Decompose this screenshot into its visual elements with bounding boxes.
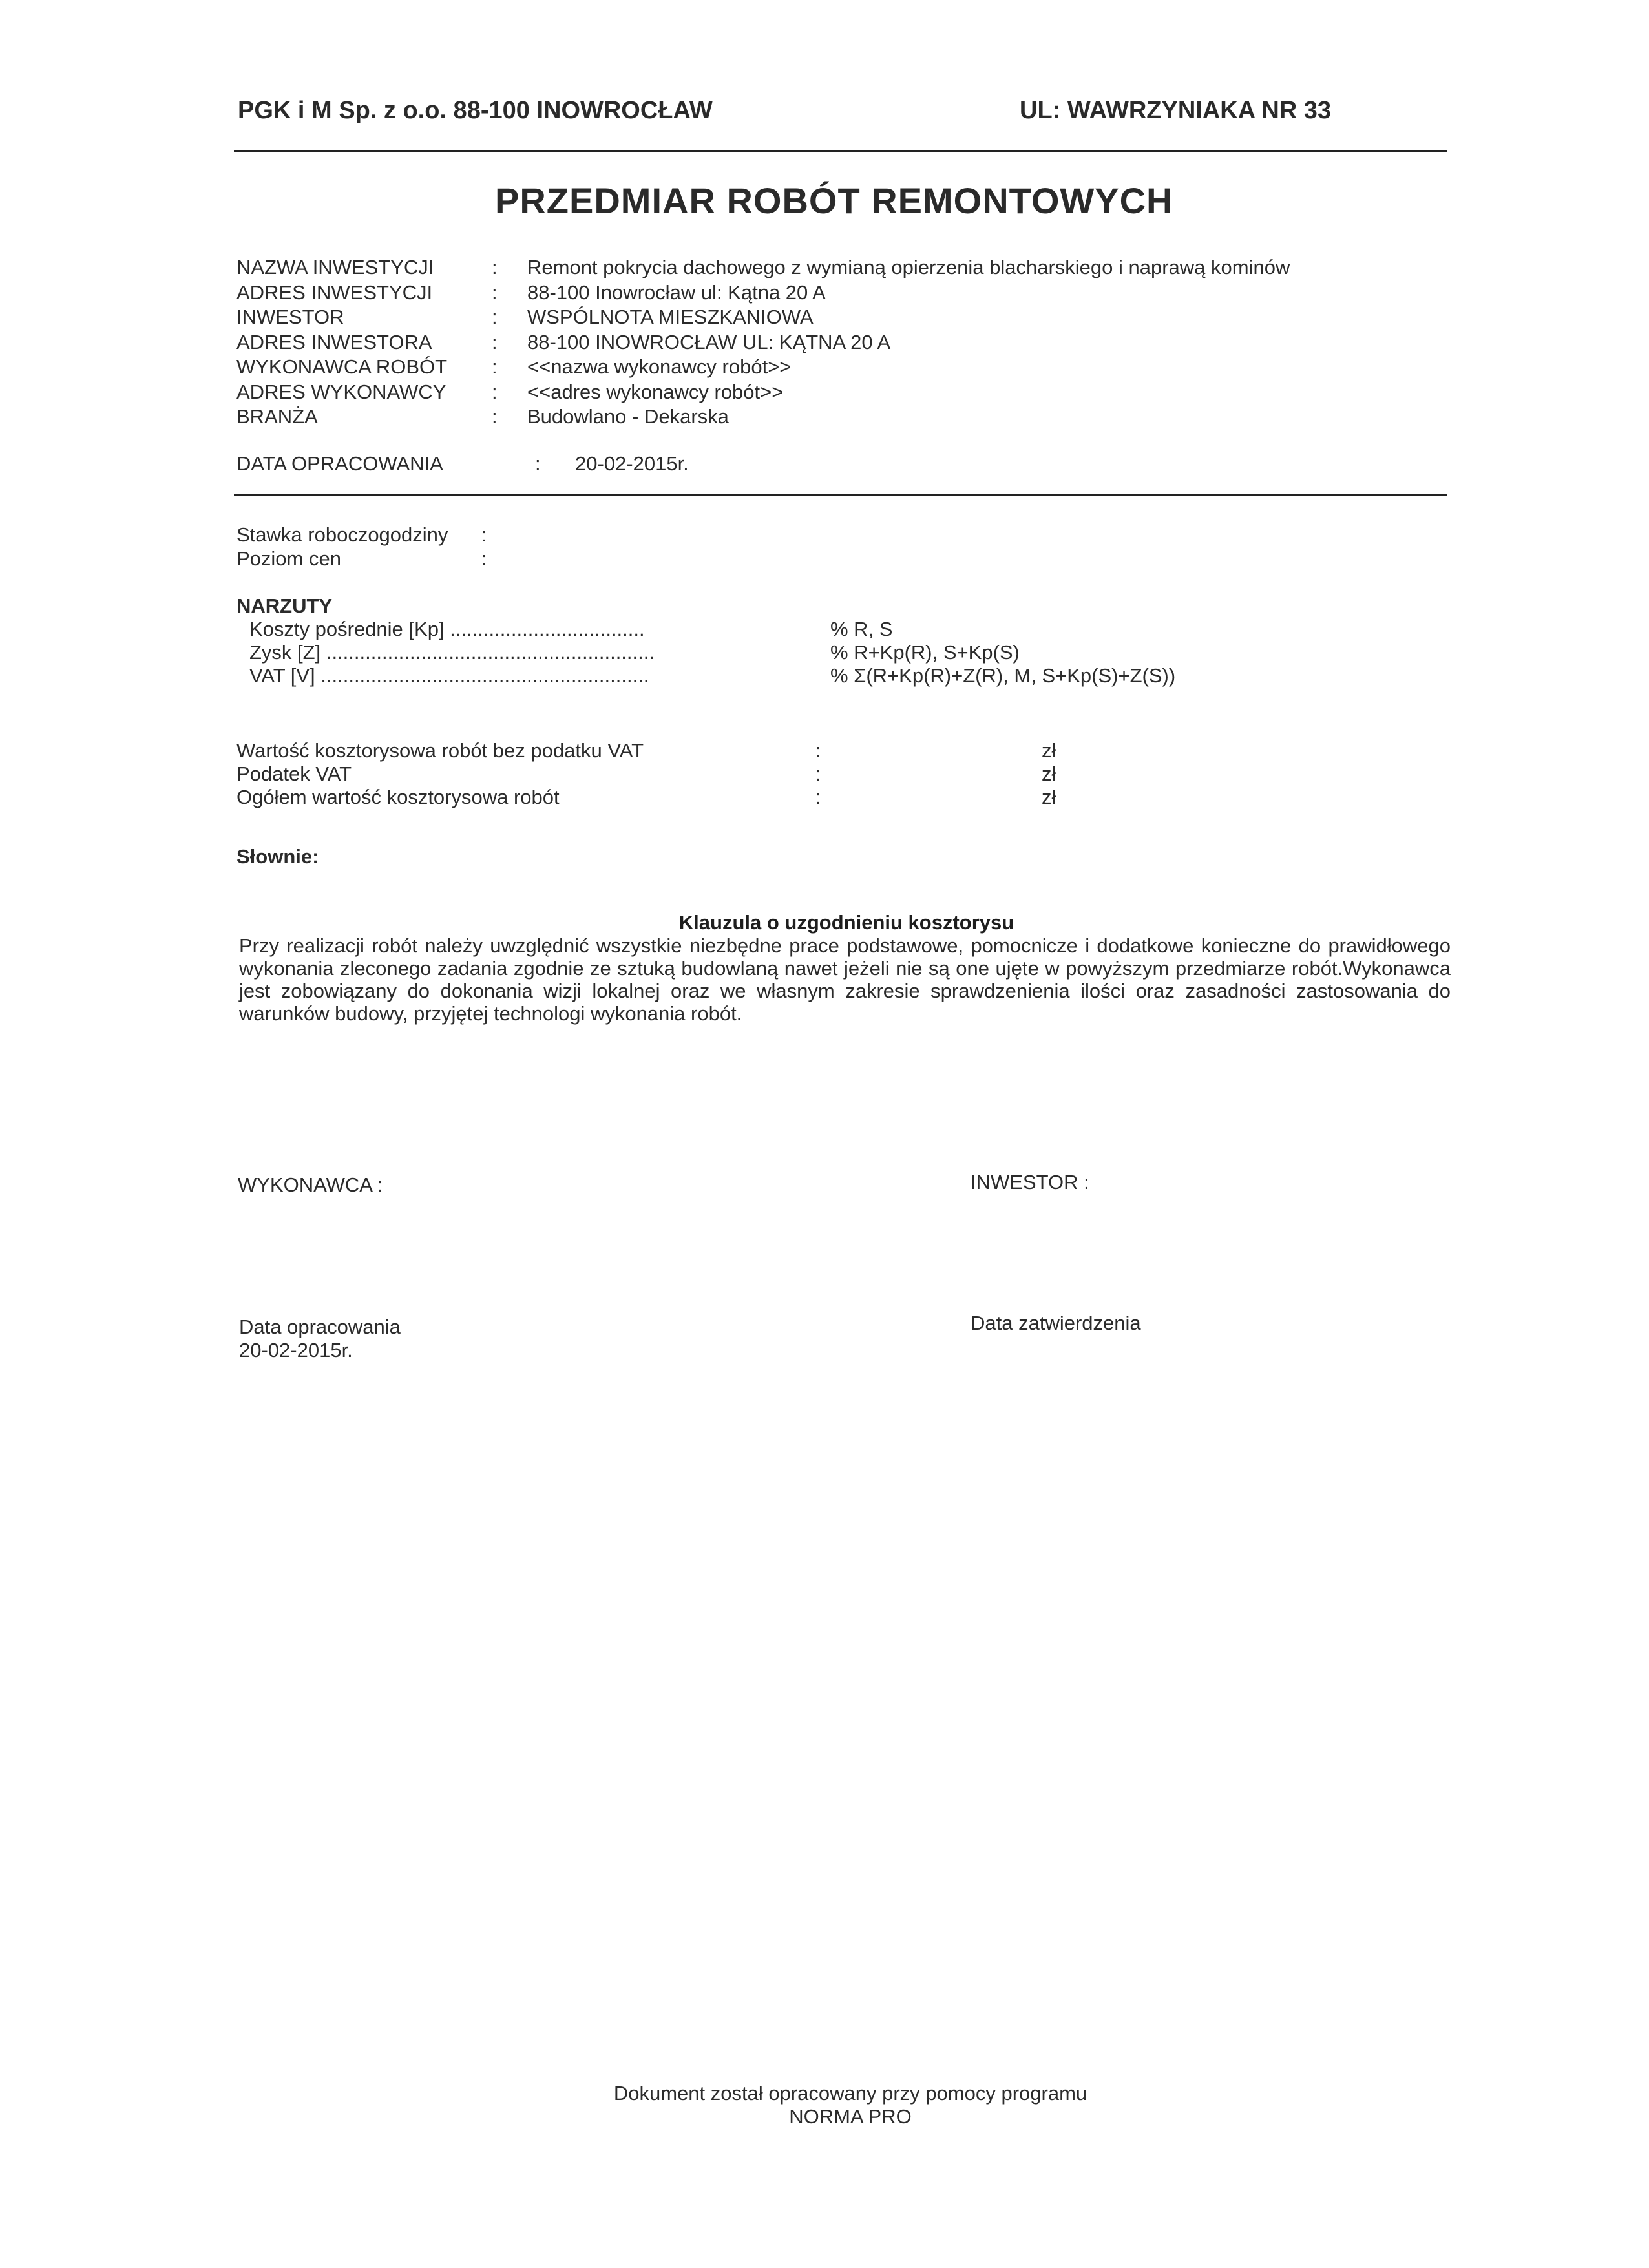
clause-title: Klauzula o uzgodnieniu kosztorysu [678,911,1014,934]
value-unit: zł [1042,762,1056,785]
info-label: WYKONAWCA ROBÓT [236,355,448,378]
value-label: Ogółem wartość kosztorysowa robót [236,786,560,808]
inwestor-label: INWESTOR : [971,1171,1089,1193]
info-value: 88-100 Inowrocław ul: Kątna 20 A [527,280,826,304]
clause-text [239,934,1451,1025]
info-row: NAZWA INWESTYCJI : Remont pokrycia dachowego z wymianą opierzenia blacharskiego i naprawą kominów [236,255,1290,280]
value-unit: zł [1042,739,1056,762]
date-prepared-label: Data opracowania [239,1316,401,1338]
price-level-label: Poziom cen [236,547,341,570]
wykonawca-label: WYKONAWCA : [238,1173,383,1196]
page-title: PRZEDMIAR ROBÓT REMONTOWYCH [495,180,1173,221]
narzut-formula: % R+Kp(R), S+Kp(S) [830,641,1020,664]
company-name: PGK i M Sp. z o.o. 88-100 INOWROCŁAW [238,97,713,124]
footer-line: NORMA PRO [789,2105,912,2128]
info-row: ADRES WYKONAWCY : <<adres wykonawcy robót>> [236,380,1290,405]
info-row: ADRES INWESTORA : 88-100 INOWROCŁAW UL: KĄTNA 20 A [236,330,1290,355]
info-value: WSPÓLNOTA MIESZKANIOWA [527,306,814,328]
narzut-row: Zysk [Z] ........................................................... [249,641,655,664]
rate-label: Stawka roboczogodziny [236,523,448,546]
narzuty-labels [249,618,655,688]
info-value: Remont pokrycia dachowego z wymianą opierzenia blacharskiego i naprawą kominów [527,256,1290,278]
investment-info [236,255,1290,430]
info-row: BRANŻA : Budowlano - Dekarska [236,404,1290,430]
value-labels [236,739,644,809]
narzut-formula: % Σ(R+Kp(R)+Z(R), M, S+Kp(S)+Z(S)) [830,664,1176,687]
info-label: BRANŻA [236,405,318,428]
narzut-label: VAT [V] [249,664,315,687]
clause-paragraph: Przy realizacji robót należy uwzględnić wszystkie niezbędne prace podstawowe, pomocnicze i dodatkowe konieczne do prawidłowego wykonania zleconego zadania zgodnie ze sztuką budowlaną nawet jeżeli nie są one ujęte w powyższym przedmiarze robót.Wykonawca jest zobowiązany do dokonania wizji lokalnej oraz we własnym zakresie sprawdzenienia ilości oraz zasadności zastosowania do warunków budowy, przyjętej technologi wykonania robót. [239,934,1451,1025]
narzut-row: VAT [V] ........................................................... [249,664,649,687]
info-row: INWESTOR : WSPÓLNOTA MIESZKANIOWA [236,305,1290,330]
price-level-colon: : [481,547,487,570]
date-prep-colon: : [535,452,541,475]
info-label: ADRES INWESTYCJI [236,280,433,304]
value-label: Podatek VAT [236,762,352,785]
info-label: NAZWA INWESTYCJI [236,256,434,278]
info-value: Budowlano - Dekarska [527,405,729,428]
value-colons: : : : [815,739,821,808]
rate-colon: : [481,523,487,546]
value-units [1042,739,1056,809]
date-prep-label: DATA OPRACOWANIA [236,452,443,475]
info-label: ADRES WYKONAWCY [236,380,446,403]
date-rule [234,494,1447,496]
slownie-label: Słownie: [236,845,319,868]
narzut-label: Koszty pośrednie [Kp] [249,618,445,640]
date-prepared-value: 20-02-2015r. [239,1339,353,1361]
narzuty-formulas [830,618,1175,688]
value-label: Wartość kosztorysowa robót bez podatku VAT [236,739,644,762]
info-row: ADRES INWESTYCJI : 88-100 Inowrocław ul: Kątna 20 A [236,280,1290,306]
narzuty-heading: NARZUTY [236,594,333,617]
narzut-formula: % R, S [830,618,893,640]
header-rule [234,150,1447,152]
info-value: <<nazwa wykonawcy robót>> [527,355,792,378]
info-label: ADRES INWESTORA [236,330,432,353]
date-approved-label: Data zatwierdzenia [971,1312,1141,1334]
narzut-row: Koszty pośrednie [Kp] ................................... [249,618,645,640]
footer-line: Dokument został opracowany przy pomocy programu [613,2082,1087,2105]
footer-note [560,2082,1141,2128]
info-value: 88-100 INOWROCŁAW UL: KĄTNA 20 A [527,330,891,353]
date-prep-value: 20-02-2015r. [575,452,689,475]
info-value: <<adres wykonawcy robót>> [527,380,784,403]
info-label: INWESTOR [236,306,344,328]
value-unit: zł [1042,786,1056,808]
company-street: UL: WAWRZYNIAKA NR 33 [1020,97,1332,124]
narzut-label: Zysk [Z] [249,641,321,664]
info-row: WYKONAWCA ROBÓT : <<nazwa wykonawcy robót>> [236,355,1290,380]
